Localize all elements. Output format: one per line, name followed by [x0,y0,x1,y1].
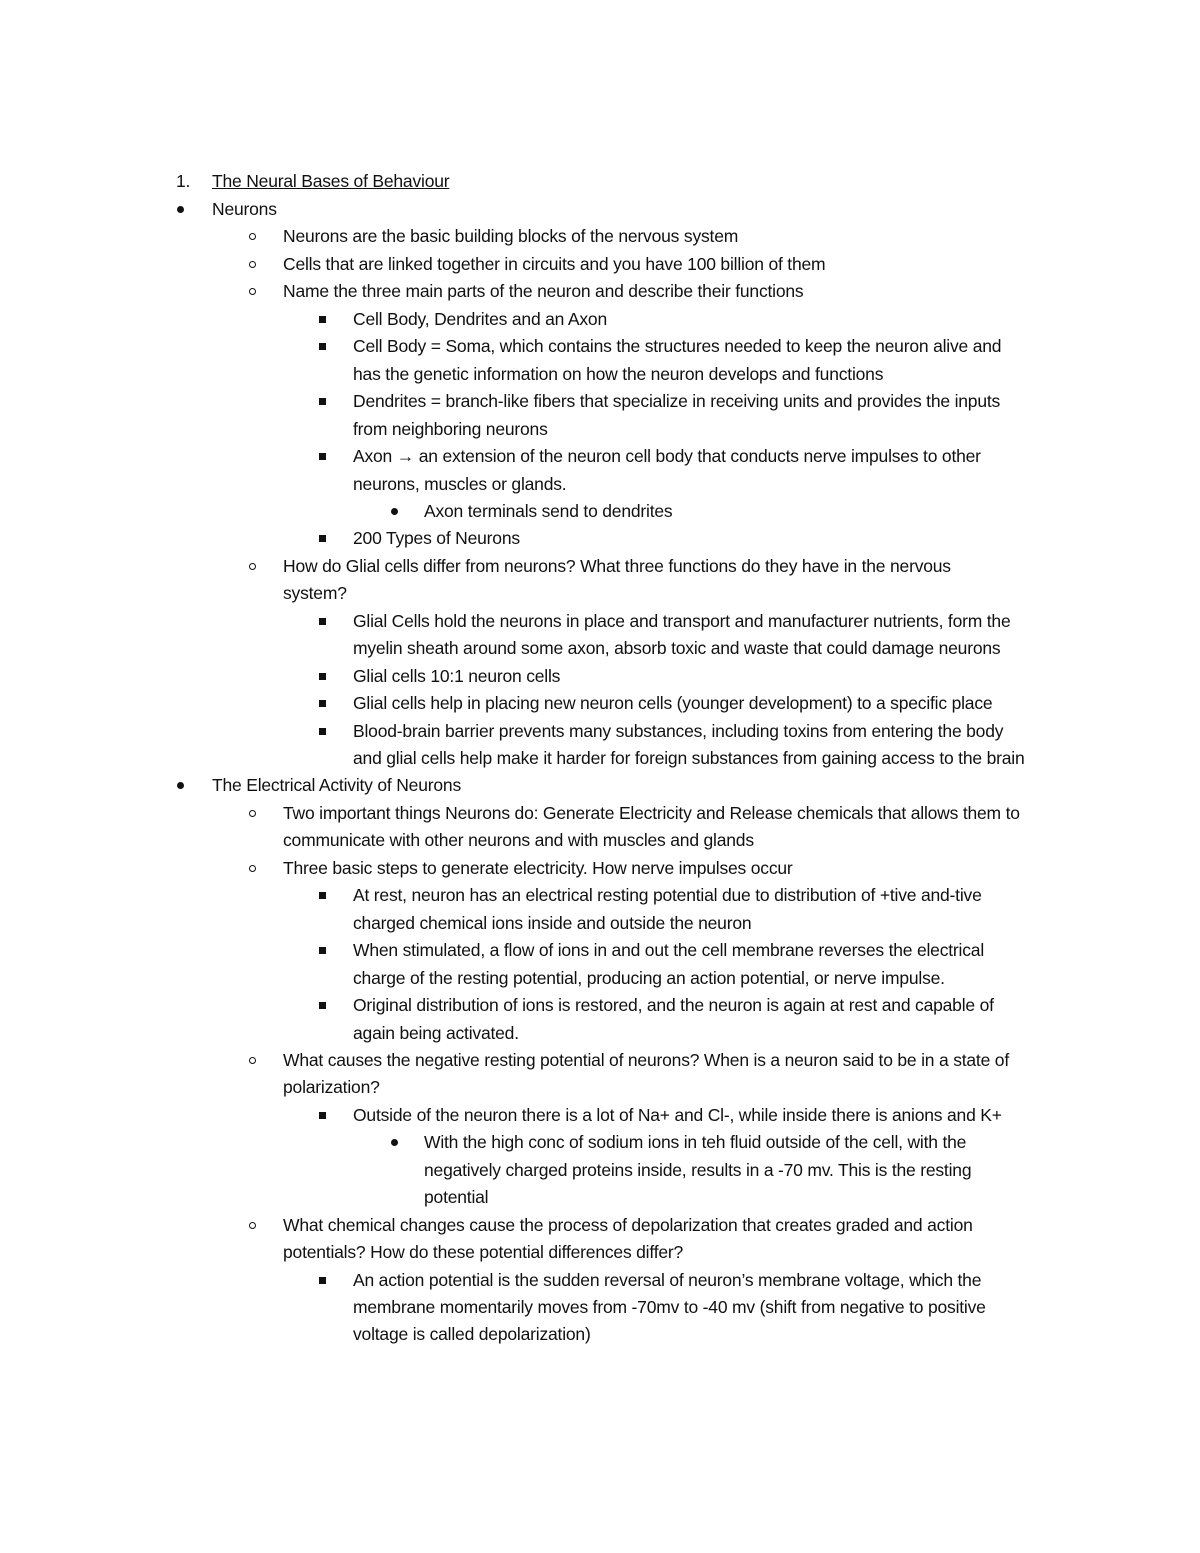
outline-line: The Electrical Activity of Neurons [212,775,461,796]
outline-line: Dendrites = branch-like fibers that specialize in receiving units and provides the inputs [353,391,1001,412]
bullet-dot-icon [177,206,184,213]
outline-line: again being activated. [353,1022,519,1043]
outline-line: 200 Types of Neurons [353,528,520,549]
outline-line: An action potential is the sudden reversal of neuron’s membrane voltage, which the [353,1269,982,1290]
outline-line: myelin sheath around some axon, absorb toxic and waste that could damage neurons [353,638,1001,659]
outline-line: polarization? [283,1077,380,1098]
bullet-square-icon [319,535,326,542]
bullet-dot-icon [177,782,184,789]
outline-line: Two important things Neurons do: Generate Electricity and Release chemicals that allows them to [283,802,1020,823]
bullet-circle-icon [249,810,256,817]
document-title: The Neural Bases of Behaviour [212,171,450,191]
bullet-circle-icon [249,865,256,872]
outline-line: has the genetic information on how the neuron develops and functions [353,363,884,384]
outline-line: Axon terminals send to dendrites [424,500,673,521]
outline-line: Original distribution of ions is restored, and the neuron is again at rest and capable of [353,995,994,1016]
bullet-dot-icon [391,1139,398,1146]
bullet-square-icon [319,618,326,625]
outline-line: voltage is called depolarization) [353,1324,591,1345]
outline-line: neurons, muscles or glands. [353,473,567,494]
outline-line: potential [424,1187,489,1208]
bullet-circle-icon [249,1222,256,1229]
bullet-square-icon [319,892,326,899]
bullet-square-icon [319,1277,326,1284]
outline-line: charged chemical ions inside and outside the neuron [353,912,752,933]
outline-line: Cell Body, Dendrites and an Axon [353,308,607,329]
outline-line: Glial cells help in placing new neuron cells (younger development) to a specific place [353,693,993,714]
bullet-square-icon [319,700,326,707]
outline-line: What causes the negative resting potential of neurons? When is a neuron said to be in a state of [283,1049,1009,1070]
outline-line: Name the three main parts of the neuron and describe their functions [283,281,804,302]
outline-line: When stimulated, a flow of ions in and out the cell membrane reverses the electrical [353,940,985,961]
bullet-circle-icon [249,288,256,295]
outline-line: What chemical changes cause the process of depolarization that creates graded and action [283,1214,973,1235]
outline-line: Glial Cells hold the neurons in place and transport and manufacturer nutrients, form the [353,610,1011,631]
outline-line: Neurons [212,199,277,219]
outline-line: potentials? How do these potential differences differ? [283,1242,684,1263]
outline-line: At rest, neuron has an electrical resting potential due to distribution of +tive and-tive [353,885,982,906]
outline-line: charge of the resting potential, producing an action potential, or nerve impulse. [353,967,945,988]
outline-line: Glial cells 10:1 neuron cells [353,665,561,686]
bullet-square-icon [319,1002,326,1009]
outline-line: Blood-brain barrier prevents many substances, including toxins from entering the body [353,720,1004,741]
bullet-circle-icon [249,563,256,570]
bullet-square-icon [319,343,326,350]
bullet-square-icon [319,316,326,323]
outline-line: Outside of the neuron there is a lot of Na+ and Cl-, while inside there is anions and K+ [353,1104,1002,1125]
bullet-square-icon [319,398,326,405]
bullet-circle-icon [249,1057,256,1064]
outline-line: negatively charged proteins inside, results in a -70 mv. This is the resting [424,1159,972,1180]
outline-line: communicate with other neurons and with muscles and glands [283,830,754,851]
outline-line: and glial cells help make it harder for foreign substances from gaining access to the brain [353,748,1025,768]
outline-line: Three basic steps to generate electricity. How nerve impulses occur [283,857,793,878]
outline-line: system? [283,583,347,604]
outline-line: How do Glial cells differ from neurons? What three functions do they have in the nervous [283,555,951,576]
bullet-square-icon [319,1112,326,1119]
bullet-square-icon [319,673,326,680]
outline-line: from neighboring neurons [353,418,548,439]
outline-line: Cells that are linked together in circuits and you have 100 billion of them [283,253,826,274]
outline-line: With the high conc of sodium ions in teh fluid outside of the cell, with the [424,1132,967,1153]
bullet-square-icon [319,728,326,735]
outline-line: Axon → an extension of the neuron cell body that conducts nerve impulses to other [353,446,981,467]
bullet-square-icon [319,947,326,954]
list-number: 1. [176,171,191,191]
outline-line: Cell Body = Soma, which contains the structures needed to keep the neuron alive and [353,336,1002,357]
bullet-dot-icon [391,508,398,515]
outline-line: membrane momentarily moves from -70mv to -40 mv (shift from negative to positive [353,1297,986,1317]
outline-line: Neurons are the basic building blocks of the nervous system [283,226,739,247]
bullet-circle-icon [249,233,256,240]
bullet-square-icon [319,453,326,460]
bullet-circle-icon [249,261,256,268]
